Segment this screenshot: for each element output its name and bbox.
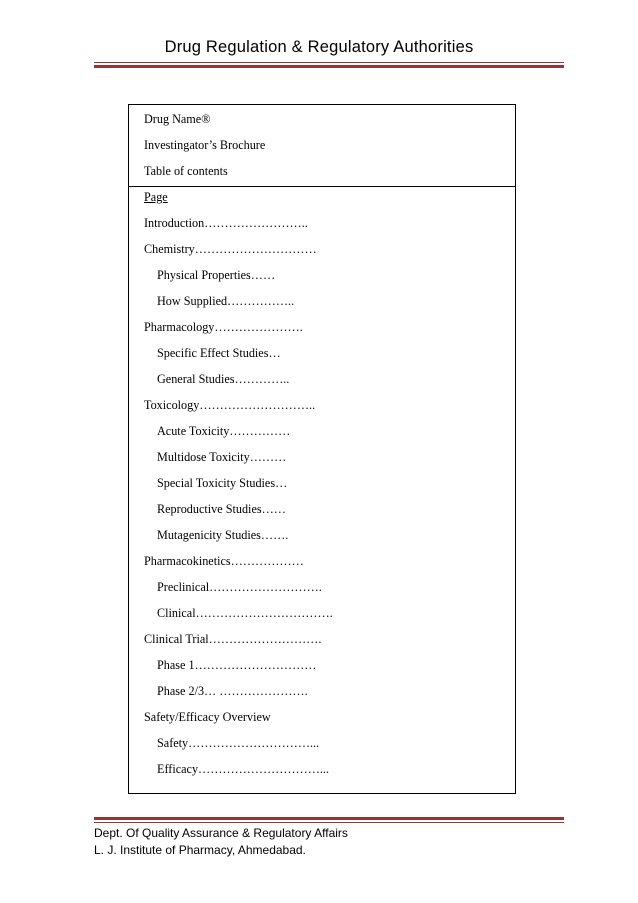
toc-entry: Introduction…………………….. [144, 216, 308, 230]
toc-entry: Pharmacology…………………. [144, 320, 303, 334]
toc-entry: Clinical Trial………………………. [144, 632, 322, 646]
toc-subentry: Efficacy…………………………... [157, 762, 330, 776]
page-column-label: Page [144, 190, 168, 204]
toc-subentry: How Supplied…………….. [157, 294, 295, 308]
toc-heading-section [129, 105, 515, 187]
toc-subentry: Clinical……………………………. [157, 606, 333, 620]
drug-name-line: Drug Name® [144, 112, 211, 126]
header-divider-thick [94, 65, 564, 68]
toc-title-line: Table of contents [144, 164, 228, 178]
toc-subentry: Acute Toxicity…………… [157, 424, 291, 438]
toc-subentry: Reproductive Studies…… [157, 502, 286, 516]
toc-subentry: Multidose Toxicity……… [157, 450, 287, 464]
toc-subentry: General Studies………….. [157, 372, 290, 386]
toc-subentry: Phase 1………………………… [157, 658, 317, 672]
footer-divider-thin [94, 822, 564, 823]
table-of-contents-box [128, 104, 516, 794]
toc-entry: Safety/Efficacy Overview [144, 710, 271, 724]
toc-subentry: Mutagenicity Studies……. [157, 528, 289, 542]
toc-subentry: Specific Effect Studies… [157, 346, 281, 360]
toc-subentry: Physical Properties…… [157, 268, 276, 282]
brochure-line: Investingator’s Brochure [144, 138, 266, 152]
toc-subentry: Preclinical………………………. [157, 580, 322, 594]
footer-institute: L. J. Institute of Pharmacy, Ahmedabad. [94, 843, 306, 857]
toc-subentry: Phase 2/3… …………………. [157, 684, 308, 698]
page-header-title: Drug Regulation & Regulatory Authorities [164, 38, 474, 56]
header-divider-thin [94, 62, 564, 63]
toc-entry: Toxicology……………………….. [144, 398, 316, 412]
footer-divider-thick [94, 817, 564, 820]
toc-subentry: Special Toxicity Studies… [157, 476, 288, 490]
toc-entry: Pharmacokinetics……………… [144, 554, 304, 568]
toc-entry: Chemistry………………………… [144, 242, 317, 256]
toc-subentry: Safety…………………………... [157, 736, 320, 750]
footer-department: Dept. Of Quality Assurance & Regulatory Affairs [94, 826, 348, 840]
